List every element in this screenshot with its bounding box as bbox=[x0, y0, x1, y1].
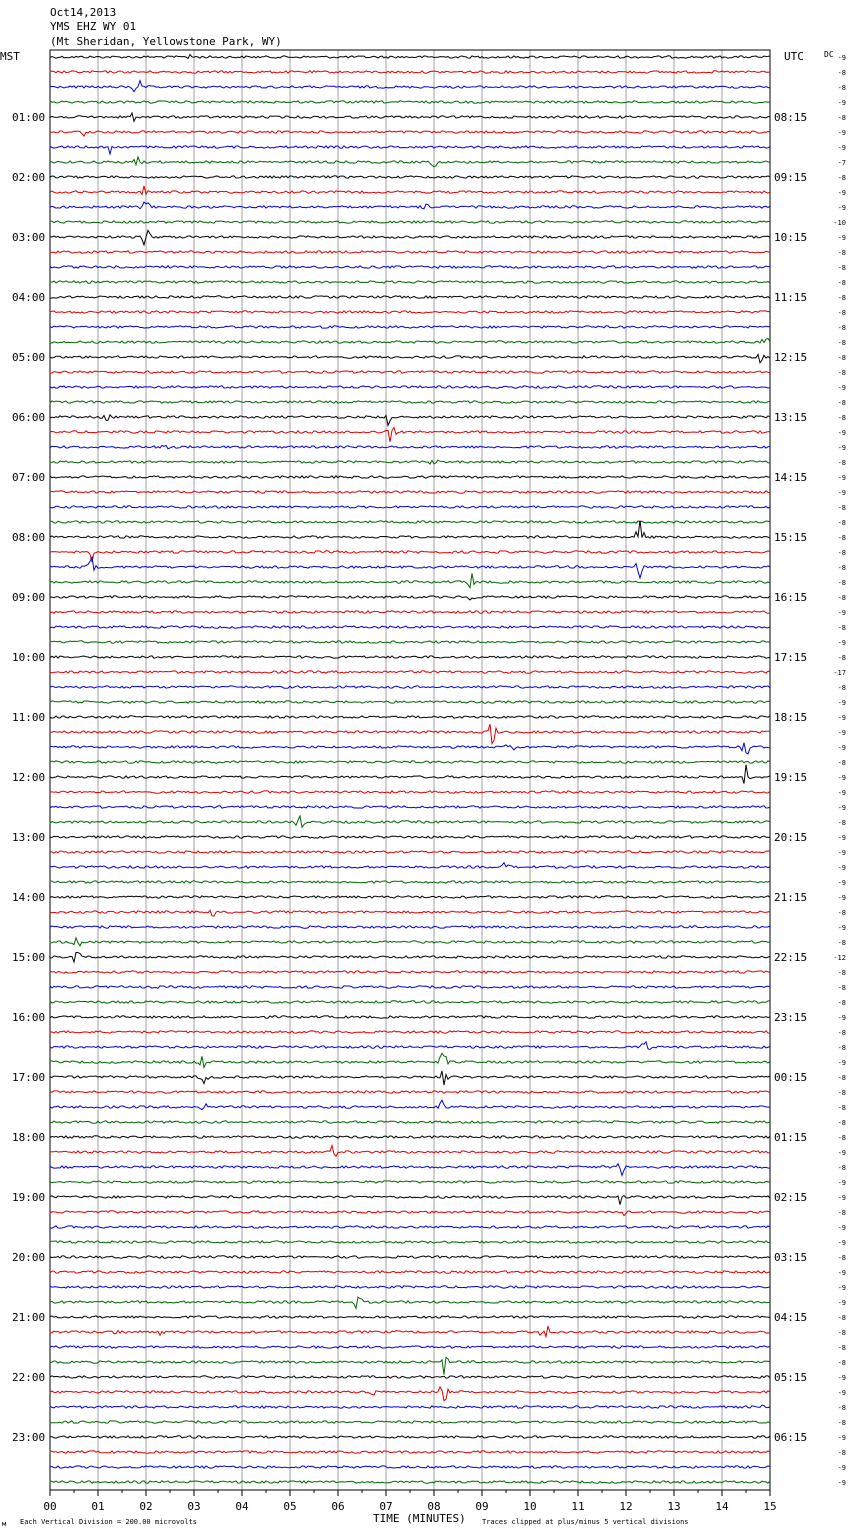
dc-offset-label: -8 bbox=[837, 1209, 846, 1217]
dc-offset-label: -12 bbox=[833, 954, 846, 962]
dc-offset-label: -8 bbox=[837, 84, 846, 92]
dc-offset-label: -8 bbox=[837, 1404, 846, 1412]
right-hour-label: 08:15 bbox=[774, 111, 808, 124]
right-hour-label: 22:15 bbox=[774, 951, 808, 964]
dc-offset-label: -9 bbox=[837, 1194, 846, 1202]
dc-offset-label: -9 bbox=[837, 54, 846, 62]
left-hour-label: 23:00 bbox=[12, 1431, 46, 1444]
dc-offset-label: -9 bbox=[837, 789, 846, 797]
dc-offset-label: -8 bbox=[837, 459, 846, 467]
dc-offset-label: -9 bbox=[837, 1269, 846, 1277]
left-hour-label: 11:00 bbox=[12, 711, 46, 724]
dc-offset-label: -9 bbox=[837, 1479, 846, 1487]
dc-offset-label: -9 bbox=[837, 1149, 846, 1157]
left-hour-label: 17:00 bbox=[12, 1071, 46, 1084]
x-tick-label: 04 bbox=[235, 1500, 249, 1513]
right-timezone-label: UTC bbox=[784, 50, 804, 63]
dc-offset-label: -8 bbox=[837, 1419, 846, 1427]
dc-offset-label: -8 bbox=[837, 264, 846, 272]
dc-offset-label: -8 bbox=[837, 909, 846, 917]
dc-offset-label: -8 bbox=[837, 354, 846, 362]
dc-offset-label: -9 bbox=[837, 129, 846, 137]
dc-offset-label: -8 bbox=[837, 684, 846, 692]
dc-offset-label: -9 bbox=[837, 729, 846, 737]
dc-offset-label: -9 bbox=[837, 1059, 846, 1067]
dc-offset-label: -8 bbox=[837, 579, 846, 587]
right-hour-label: 16:15 bbox=[774, 591, 808, 604]
right-hour-label: 12:15 bbox=[774, 351, 808, 364]
header-location: (Mt Sheridan, Yellowstone Park, WY) bbox=[50, 35, 282, 48]
right-hour-label: 02:15 bbox=[774, 1191, 808, 1204]
header-station: YMS EHZ WY 01 bbox=[50, 20, 137, 33]
dc-offset-label: -9 bbox=[837, 924, 846, 932]
right-hour-label: 00:15 bbox=[774, 1071, 808, 1084]
x-tick-label: 01 bbox=[91, 1500, 105, 1513]
dc-offset-label: -8 bbox=[837, 654, 846, 662]
dc-offset-label: -8 bbox=[837, 69, 846, 77]
left-hour-label: 18:00 bbox=[12, 1131, 46, 1144]
dc-offset-label: -8 bbox=[837, 1029, 846, 1037]
x-tick-label: 13 bbox=[667, 1500, 681, 1513]
dc-offset-label: -8 bbox=[837, 1089, 846, 1097]
left-hour-label: 14:00 bbox=[12, 891, 46, 904]
dc-offset-label: -8 bbox=[837, 594, 846, 602]
x-tick-label: 06 bbox=[331, 1500, 345, 1513]
right-hour-label: 01:15 bbox=[774, 1131, 808, 1144]
left-hour-label: 08:00 bbox=[12, 531, 46, 544]
x-tick-label: 09 bbox=[475, 1500, 489, 1513]
x-tick-label: 12 bbox=[619, 1500, 633, 1513]
dc-offset-label: -8 bbox=[837, 249, 846, 257]
dc-offset-label: -9 bbox=[837, 144, 846, 152]
dc-offset-label: -9 bbox=[837, 99, 846, 107]
dc-offset-label: -9 bbox=[837, 894, 846, 902]
dc-offset-label: -8 bbox=[837, 984, 846, 992]
right-hour-label: 05:15 bbox=[774, 1371, 808, 1384]
dc-offset-label: -8 bbox=[837, 309, 846, 317]
dc-offset-label: -9 bbox=[837, 489, 846, 497]
x-tick-label: 00 bbox=[43, 1500, 57, 1513]
left-hour-label: 10:00 bbox=[12, 651, 46, 664]
dc-offset-label: -9 bbox=[837, 714, 846, 722]
dc-offset-label: -9 bbox=[837, 1464, 846, 1472]
dc-offset-label: -8 bbox=[837, 549, 846, 557]
x-tick-label: 11 bbox=[571, 1500, 585, 1513]
dc-offset-label: -9 bbox=[837, 609, 846, 617]
dc-offset-label: -8 bbox=[837, 369, 846, 377]
dc-offset-label: -9 bbox=[837, 1224, 846, 1232]
left-timezone-label: MST bbox=[0, 50, 20, 63]
dc-offset-label: -9 bbox=[837, 1374, 846, 1382]
x-tick-label: 02 bbox=[139, 1500, 153, 1513]
right-hour-label: 19:15 bbox=[774, 771, 808, 784]
dc-offset-label: -9 bbox=[837, 429, 846, 437]
right-hour-label: 18:15 bbox=[774, 711, 808, 724]
dc-offset-label: -8 bbox=[837, 1449, 846, 1457]
dc-offset-label: -8 bbox=[837, 624, 846, 632]
left-hour-label: 06:00 bbox=[12, 411, 46, 424]
left-hour-label: 07:00 bbox=[12, 471, 46, 484]
right-hour-label: 09:15 bbox=[774, 171, 808, 184]
dc-offset-label: -9 bbox=[837, 1299, 846, 1307]
dc-offset-label: -9 bbox=[837, 744, 846, 752]
right-hour-label: 17:15 bbox=[774, 651, 808, 664]
dc-offset-label: -8 bbox=[837, 1074, 846, 1082]
dc-offset-label: -9 bbox=[837, 204, 846, 212]
dc-offset-label: -8 bbox=[837, 534, 846, 542]
dc-offset-label: -8 bbox=[837, 759, 846, 767]
dc-offset-label: -8 bbox=[837, 1119, 846, 1127]
dc-offset-label: -8 bbox=[837, 1104, 846, 1112]
left-hour-label: 19:00 bbox=[12, 1191, 46, 1204]
dc-offset-label: -10 bbox=[833, 219, 846, 227]
scale-note: Each Vertical Division = 200.00 microvolts bbox=[20, 1518, 198, 1526]
right-hour-label: 21:15 bbox=[774, 891, 808, 904]
dc-offset-label: -9 bbox=[837, 189, 846, 197]
left-hour-label: 09:00 bbox=[12, 591, 46, 604]
dc-offset-label: -9 bbox=[837, 774, 846, 782]
dc-offset-label: -8 bbox=[837, 324, 846, 332]
dc-offset-label: -8 bbox=[837, 399, 846, 407]
left-hour-label: 05:00 bbox=[12, 351, 46, 364]
left-hour-label: 03:00 bbox=[12, 231, 46, 244]
dc-offset-label: -9 bbox=[837, 234, 846, 242]
left-hour-label: 22:00 bbox=[12, 1371, 46, 1384]
dc-offset-label: -8 bbox=[837, 939, 846, 947]
dc-offset-label: -8 bbox=[837, 1134, 846, 1142]
dc-offset-label: -8 bbox=[837, 1164, 846, 1172]
dc-offset-label: -8 bbox=[837, 279, 846, 287]
left-hour-label: 13:00 bbox=[12, 831, 46, 844]
dc-offset-label: -9 bbox=[837, 1434, 846, 1442]
dc-offset-label: -8 bbox=[837, 1314, 846, 1322]
x-axis-title: TIME (MINUTES) bbox=[373, 1512, 466, 1525]
right-hour-label: 23:15 bbox=[774, 1011, 808, 1024]
clip-note: Traces clipped at plus/minus 5 vertical divisions bbox=[482, 1518, 689, 1526]
x-tick-label: 08 bbox=[427, 1500, 441, 1513]
dc-label: DC bbox=[824, 50, 834, 59]
dc-offset-label: -8 bbox=[837, 519, 846, 527]
x-tick-label: 03 bbox=[187, 1500, 201, 1513]
dc-offset-label: -8 bbox=[837, 174, 846, 182]
left-hour-label: 20:00 bbox=[12, 1251, 46, 1264]
right-hour-label: 04:15 bbox=[774, 1311, 808, 1324]
dc-offset-label: -8 bbox=[837, 414, 846, 422]
left-hour-label: 02:00 bbox=[12, 171, 46, 184]
dc-offset-label: -8 bbox=[837, 1359, 846, 1367]
dc-offset-label: -9 bbox=[837, 699, 846, 707]
dc-offset-label: -8 bbox=[837, 294, 846, 302]
right-hour-label: 11:15 bbox=[774, 291, 808, 304]
dc-offset-label: -9 bbox=[837, 1389, 846, 1397]
dc-offset-label: -17 bbox=[833, 669, 846, 677]
dc-offset-label: -9 bbox=[837, 864, 846, 872]
dc-offset-label: -8 bbox=[837, 1329, 846, 1337]
left-hour-label: 16:00 bbox=[12, 1011, 46, 1024]
x-tick-label: 05 bbox=[283, 1500, 297, 1513]
left-hour-label: 15:00 bbox=[12, 951, 46, 964]
right-hour-label: 13:15 bbox=[774, 411, 808, 424]
dc-offset-label: -9 bbox=[837, 879, 846, 887]
dc-offset-label: -9 bbox=[837, 1014, 846, 1022]
dc-offset-label: -9 bbox=[837, 444, 846, 452]
dc-offset-label: -8 bbox=[837, 114, 846, 122]
dc-offset-label: -9 bbox=[837, 849, 846, 857]
dc-offset-label: -9 bbox=[837, 804, 846, 812]
right-hour-label: 20:15 bbox=[774, 831, 808, 844]
corner-mark: м bbox=[2, 1520, 7, 1528]
dc-offset-label: -8 bbox=[837, 1044, 846, 1052]
dc-offset-label: -8 bbox=[837, 504, 846, 512]
header-date: Oct14,2013 bbox=[50, 6, 117, 19]
dc-offset-label: -9 bbox=[837, 1284, 846, 1292]
dc-offset-label: -7 bbox=[837, 159, 846, 167]
x-tick-label: 07 bbox=[379, 1500, 393, 1513]
right-hour-label: 10:15 bbox=[774, 231, 808, 244]
x-tick-label: 10 bbox=[523, 1500, 537, 1513]
dc-offset-label: -8 bbox=[837, 339, 846, 347]
dc-offset-label: -9 bbox=[837, 639, 846, 647]
left-hour-label: 21:00 bbox=[12, 1311, 46, 1324]
dc-offset-label: -8 bbox=[837, 819, 846, 827]
dc-offset-label: -8 bbox=[837, 1344, 846, 1352]
left-hour-label: 01:00 bbox=[12, 111, 46, 124]
dc-offset-label: -9 bbox=[837, 474, 846, 482]
right-hour-label: 03:15 bbox=[774, 1251, 808, 1264]
x-tick-label: 14 bbox=[715, 1500, 729, 1513]
dc-offset-label: -8 bbox=[837, 999, 846, 1007]
left-hour-label: 04:00 bbox=[12, 291, 46, 304]
dc-offset-label: -8 bbox=[837, 969, 846, 977]
dc-offset-label: -9 bbox=[837, 1179, 846, 1187]
right-hour-label: 15:15 bbox=[774, 531, 808, 544]
x-tick-label: 15 bbox=[763, 1500, 777, 1513]
dc-offset-label: -9 bbox=[837, 834, 846, 842]
right-hour-label: 14:15 bbox=[774, 471, 808, 484]
dc-offset-label: -8 bbox=[837, 1254, 846, 1262]
dc-offset-label: -9 bbox=[837, 1239, 846, 1247]
right-hour-label: 06:15 bbox=[774, 1431, 808, 1444]
dc-offset-label: -8 bbox=[837, 564, 846, 572]
left-hour-label: 12:00 bbox=[12, 771, 46, 784]
dc-offset-label: -9 bbox=[837, 384, 846, 392]
